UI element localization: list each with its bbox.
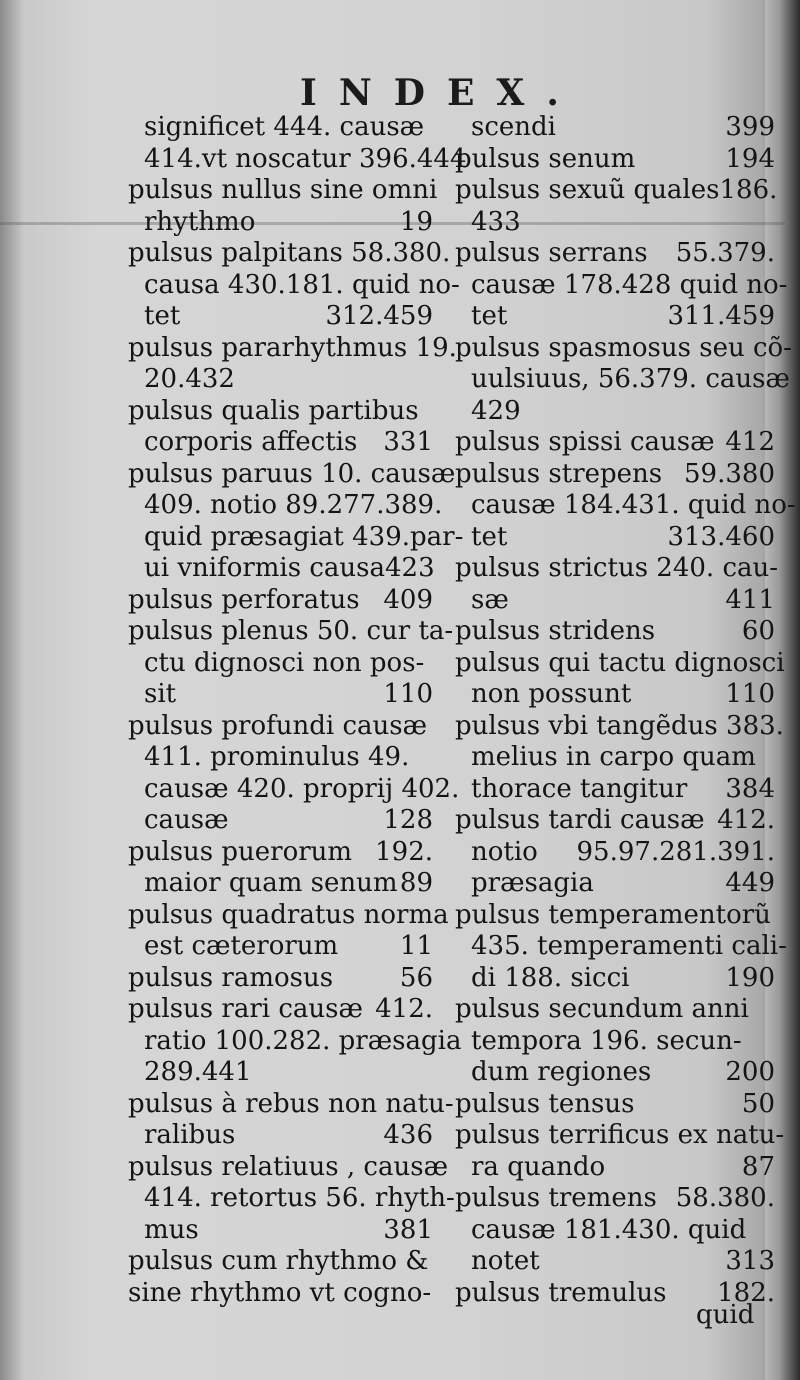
index-entry-page-number: 411 [725,584,775,615]
index-entry-text: sæ [471,584,509,615]
index-entry-text: pulsus secundum anni [455,994,749,1024]
index-entry-page-number: 186. [719,175,778,205]
index-entry-text: pulsus senum [455,143,636,174]
index-entry-page-number: 56 [399,962,433,993]
index-entry-text: causæ 178.428 quid no- [471,269,788,300]
index-entry-text: pulsus tremens [455,1183,657,1213]
index-entry-page-number: 423 [385,553,435,583]
index-entry-line [128,1088,454,1121]
index-entry-line [128,1215,433,1247]
index-entry-line [455,553,779,585]
index-entry-text: 20.432 [144,364,235,394]
index-entry-line [128,458,456,491]
index-entry-line [455,1215,775,1247]
index-entry-line [128,1025,462,1058]
index-entry-line [128,679,433,711]
index-entry-text: pulsus à rebus non natu- [128,1088,454,1119]
index-entry-page-number: 436 [383,1120,433,1150]
index-entry-page-number: 311.459 [667,301,775,331]
index-entry-line [128,207,433,239]
index-entry-page-number: 409 [383,584,433,615]
index-entry-page-number: 55.379. [675,238,775,268]
index-entry-line [128,742,433,774]
index-entry-text: ra quando [471,1151,606,1182]
index-entry-text: pulsus serrans [455,238,648,268]
index-entry-line [455,963,775,995]
index-entry-line [455,679,775,711]
index-entry-line [455,710,784,743]
index-entry-text: pulsus temperamentorũ [455,899,771,930]
index-entry-text: 289.441 [144,1057,252,1087]
index-entry-line [455,1152,775,1184]
index-entry-line [455,742,775,774]
index-entry-text: causæ [144,805,229,835]
index-entry-page-number: 381 [383,1214,433,1245]
index-entry-page-number: 89 [399,868,433,898]
index-entry-text: causæ 420. proprij 402. [144,773,460,804]
index-entry-page-number: 19 [399,206,433,237]
index-entry-page-number: 110 [725,679,775,709]
index-entry-text: pulsus qualis partibus [128,395,419,426]
index-entry-text: pulsus vbi tangẽdus 383. [455,710,784,741]
index-entry-text: pulsus strictus 240. cau- [455,553,779,583]
index-entry-page-number: 190 [725,962,775,993]
index-entry-text: pulsus strepens [455,458,663,489]
index-entry-line [128,490,443,522]
index-entry-text: pulsus ramosus [128,962,334,993]
index-entry-line [455,522,775,554]
index-entry-text: pulsus stridens [455,616,656,646]
index-entry-text: pulsus nullus sine omni [128,175,438,205]
index-entry-line [128,805,433,837]
index-entry-text: tet [471,301,508,331]
index-entry-line [455,1026,775,1058]
index-entry-text: pulsus relatiuus , causæ [128,1151,449,1182]
index-entry-text: sine rhythmo vt cogno- [128,1277,432,1308]
index-entry-line [455,364,790,396]
index-entry-page-number: 331 [383,427,433,457]
index-entry-line [455,175,778,207]
index-entry-text: quid præsagiat 439.par- [144,521,464,552]
index-entry-page-number: 128 [383,805,433,835]
index-entry-line [128,175,438,207]
index-entry-text: pulsus qui tactu dignosci [455,647,785,678]
index-entry-line [128,1278,433,1310]
index-entry-page-number: 87 [741,1151,775,1182]
index-entry-page-number: 11 [399,931,433,961]
index-entry-line [455,647,785,680]
index-column-left [128,112,467,1309]
index-entry-page-number: 110 [383,679,433,709]
index-entry-text: notet [471,1246,540,1276]
index-entry-line [455,616,775,648]
index-entry-text: notio [471,836,538,867]
index-entry-line [128,332,457,365]
index-entry-text: est cæterorum [144,931,339,961]
index-entry-page-number: 313.460 [667,521,775,552]
index-entry-line [455,585,775,617]
index-entry-text: præsagia [471,868,594,898]
index-entry-text: corporis affectis [144,427,358,457]
index-entry-line [128,899,449,932]
index-entry-line [455,931,787,963]
index-entry-line [128,994,433,1026]
index-entry-page-number: 412. [375,994,433,1024]
index-entry-page-number: 50 [741,1088,775,1119]
index-entry-text: causæ 181.430. quid [471,1214,747,1245]
index-entry-line [128,238,451,270]
index-entry-line [128,648,433,680]
index-entry-page-number: 58.380. [675,1183,775,1213]
index-entry-text: tempora 196. secun- [471,1025,742,1056]
index-entry-text: 433 [471,206,521,237]
index-entry-line [455,900,775,932]
index-entry-text: pulsus terrificus ex natu- [455,1120,785,1150]
index-entry-line [455,269,788,302]
index-entry-line [128,963,433,995]
index-entry-page-number: 313 [725,1246,775,1276]
index-entry-text: rhythmo [144,206,256,237]
index-entry-text: pulsus tensus [455,1088,635,1119]
index-entry-text: thorace tangitur [471,773,688,804]
index-entry-text: pulsus paruus 10. causæ [128,458,456,489]
index-entry-line [128,143,467,176]
index-entry-line [128,521,464,554]
index-entry-line [128,553,433,585]
index-entry-line [455,994,775,1026]
index-entry-text: pulsus sexuũ quales [455,175,720,205]
index-entry-text: non possunt [471,679,632,709]
index-entry-text: mus [144,1214,199,1245]
index-entry-line [128,711,433,743]
index-entry-text: pulsus profundi causæ [128,710,428,741]
catchword: quid [696,1300,755,1330]
index-entry-text: tet [471,521,508,552]
index-entry-page-number: 194 [725,143,775,174]
index-entry-line [128,616,454,648]
index-entry-text: 429 [471,395,521,426]
index-entry-line [128,396,433,428]
index-entry-line [455,238,775,270]
index-entry-line [455,1120,785,1152]
index-entry-text: pulsus tardi causæ [455,805,705,835]
index-entry-line [128,269,460,302]
index-entry-text: 435. temperamenti cali- [471,931,787,961]
index-entry-text: 409. notio 89.277.389. [144,490,443,520]
index-entry-line [455,1089,775,1121]
index-entry-text: ratio 100.282. præsagia [144,1025,462,1056]
index-entry-text: ctu dignosci non pos- [144,647,425,678]
index-entry-line [455,396,775,428]
page-header: INDEX. [300,72,581,114]
index-entry-text: maior quam senum [144,868,398,898]
index-entry-text: 414.vt noscatur 396.444 [144,143,467,174]
index-entry-line [455,301,775,333]
index-entry-line [128,868,433,900]
index-entry-page-number: 312.459 [325,301,433,331]
index-entry-page-number: 192. [375,836,433,867]
index-column-right [455,112,796,1309]
index-entry-line [455,427,775,459]
index-entry-text: pulsus puerorum [128,836,353,867]
index-entry-text: uulsiuus, 56.379. causæ [471,364,790,394]
index-entry-line [128,1120,433,1152]
index-entry-page-number: 449 [725,868,775,898]
index-entry-line [455,207,775,239]
index-entry-line [455,868,775,900]
index-entry-text: pulsus tremulus [455,1277,667,1308]
index-entry-line [128,837,433,869]
index-entry-line [455,459,775,491]
index-entry-line [455,490,796,522]
index-entry-line [128,585,433,617]
index-entry-text: pulsus palpitans 58.380. [128,238,451,268]
index-entry-text: 411. prominulus 49. [144,742,410,772]
index-entry-text: significet 444. causæ [144,112,425,142]
index-entry-line [128,364,433,396]
index-entry-text: pulsus pararhythmus 19. [128,332,457,363]
index-entry-text: 414. retortus 56. rhyth- [144,1183,455,1213]
index-entry-line [128,112,433,144]
index-entry-page-number: 412. [717,805,775,835]
index-entry-line [128,1057,433,1089]
index-entry-text: dum regiones [471,1057,652,1087]
index-entry-text: pulsus quadratus norma [128,899,449,930]
index-entry-line [128,931,433,963]
index-entry-page-number: 384 [725,773,775,804]
index-entry-line [455,1246,775,1278]
index-entry-text: scendi [471,112,556,142]
index-entry-line [128,1246,433,1278]
index-entry-text: tet [144,301,181,331]
index-entry-text: pulsus spasmosus seu cõ- [455,332,792,363]
index-entry-line [128,301,433,333]
index-entry-line [455,144,775,176]
index-entry-page-number: 59.380 [684,458,775,489]
index-entry-line [455,805,775,837]
index-entry-page-number: 399 [725,112,775,142]
index-entry-text: pulsus perforatus [128,584,360,615]
index-entry-page-number: 95.97.281.391. [576,836,775,867]
index-entry-text: di 188. sicci [471,962,630,993]
index-entry-line [455,837,775,869]
index-entry-page-number: 200 [725,1057,775,1087]
index-entry-text: causæ 184.431. quid no- [471,490,796,520]
index-entry-text: sit [144,679,177,709]
index-entry-line [128,1183,455,1215]
index-entry-line [455,332,792,365]
index-entry-line [455,1057,775,1089]
index-entry-text: melius in carpo quam [471,742,756,772]
index-entry-text: pulsus spissi causæ [455,427,715,457]
index-entry-text: pulsus plenus 50. cur ta- [128,616,454,646]
index-entry-text: causa 430.181. quid no- [144,269,460,300]
index-entry-page-number: 60 [741,616,775,646]
index-entry-line [128,427,433,459]
index-entry-page-number: 182. [717,1277,775,1308]
index-entry-line [128,1151,449,1184]
index-entry-line [455,1183,775,1215]
index-entry-line [455,112,775,144]
index-entry-text: ralibus [144,1120,236,1150]
index-entry-line [128,773,460,806]
index-entry-text: ui vniformis causa [144,553,386,583]
index-entry-line [455,774,775,806]
index-entry-text: pulsus cum rhythmo & [128,1246,429,1276]
index-entry-text: pulsus rari causæ [128,994,363,1024]
index-entry-page-number: 412 [725,427,775,457]
